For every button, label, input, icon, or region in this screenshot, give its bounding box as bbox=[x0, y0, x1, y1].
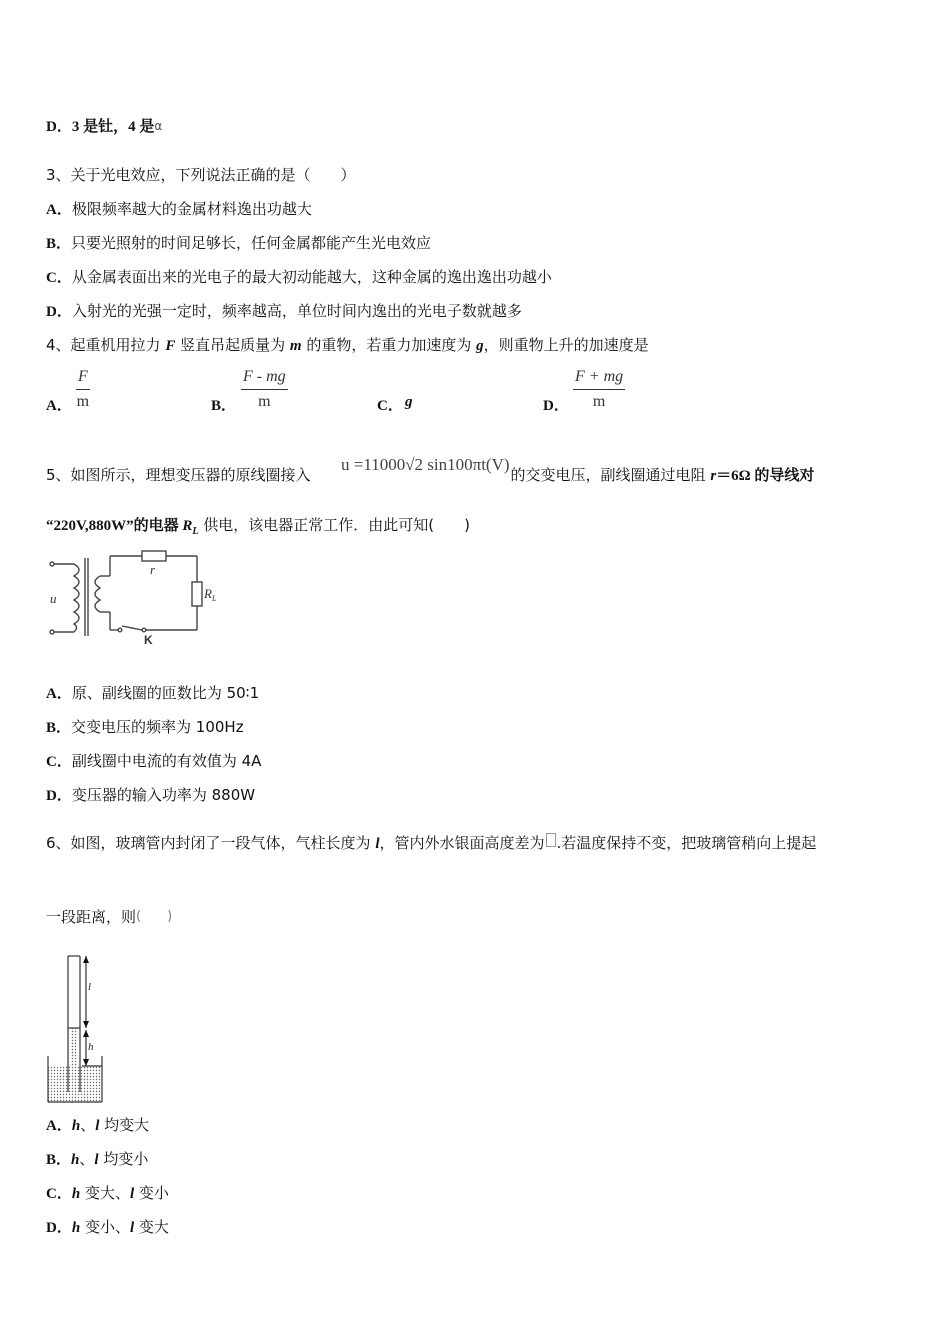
q4-option-b-fraction bbox=[241, 368, 288, 411]
var-h: h bbox=[71, 1152, 80, 1168]
option-label: C． bbox=[46, 270, 72, 286]
missing-glyph-box bbox=[546, 833, 556, 847]
denominator: m bbox=[592, 393, 606, 410]
option-text: 交变电压的频率为 100Hz bbox=[71, 718, 244, 736]
stem-text: ＝6Ω 的导线对 bbox=[716, 468, 815, 484]
var-h: h bbox=[71, 1186, 81, 1202]
q5-option-b bbox=[46, 717, 244, 738]
answer-paren: ( ) bbox=[136, 909, 173, 924]
denominator: m bbox=[76, 393, 90, 410]
fig-u-label: u bbox=[50, 591, 57, 606]
q6-option-b bbox=[46, 1149, 148, 1170]
var-g: g bbox=[476, 338, 484, 354]
option-text: 从金属表面出来的光电子的最大初动能越大，这种金属的逸出逸出功越小 bbox=[71, 268, 552, 286]
q6-stem-line2 bbox=[46, 907, 172, 927]
var-m: m bbox=[289, 338, 302, 354]
option-text: 变压器的输入功率为 880W bbox=[71, 786, 256, 804]
option-label: A． bbox=[46, 202, 72, 218]
option-label: B． bbox=[46, 720, 72, 736]
stem-text: “220V,880W”的电器 bbox=[46, 518, 183, 534]
q3-stem: 3、关于光电效应，下列说法正确的是（ ） bbox=[46, 166, 356, 184]
stem-text: 的交变电压，副线圈通过电阻 bbox=[510, 466, 711, 484]
option-text: 变大 bbox=[134, 1218, 169, 1236]
q5-option-d bbox=[46, 785, 255, 806]
option-label: D． bbox=[46, 1220, 72, 1236]
option-text: 变小 bbox=[134, 1184, 169, 1202]
stem-text: 竖直吊起质量为 bbox=[175, 336, 290, 354]
q4-option-d-fraction bbox=[573, 368, 625, 411]
var-l: l bbox=[129, 1220, 135, 1236]
var-f: F bbox=[165, 338, 176, 354]
q6-option-c bbox=[46, 1183, 169, 1204]
transformer-circuit-diagram bbox=[44, 548, 224, 648]
var-l: l bbox=[94, 1152, 99, 1168]
q3-option-b bbox=[46, 233, 431, 254]
option-text: 均变大 bbox=[99, 1116, 150, 1134]
q4-option-b-label: B． bbox=[211, 398, 237, 414]
q4-option-a-fraction bbox=[76, 368, 90, 411]
var-rl: R bbox=[182, 518, 193, 534]
var-h: h bbox=[71, 1220, 81, 1236]
fig-l-label: l bbox=[88, 981, 92, 993]
stem-text: 的重物，若重力加速度为 bbox=[301, 336, 477, 354]
q3-option-a bbox=[46, 199, 312, 220]
var-l: l bbox=[95, 1118, 100, 1134]
option-label: B． bbox=[46, 1152, 72, 1168]
option-text: 原、副线圈的匝数比为 50∶1 bbox=[71, 684, 260, 702]
fig-k-label: K bbox=[144, 633, 153, 647]
denominator: m bbox=[258, 393, 271, 410]
option-label: B． bbox=[46, 236, 72, 252]
q4-option-a-label: A． bbox=[46, 398, 72, 414]
fig-rl-label: R bbox=[204, 586, 212, 601]
numerator: F + mg bbox=[573, 368, 625, 390]
option-label: A． bbox=[46, 686, 72, 702]
stem-text: 5、如图所示，理想变压器的原线圈接入 bbox=[46, 466, 311, 484]
option-text: 极限频率越大的金属材料逸出功越大 bbox=[71, 200, 312, 218]
separator: 、 bbox=[80, 1116, 96, 1134]
stem-text: .若温度保持不变，把玻璃管稍向上提起 bbox=[556, 834, 817, 852]
numerator: F bbox=[76, 368, 90, 390]
alpha-symbol: α bbox=[154, 119, 163, 133]
q6-option-a bbox=[46, 1115, 149, 1136]
q3-option-c bbox=[46, 267, 552, 288]
option-text: 入射光的光强一定时，频率越高，单位时间内逸出的光电子数就越多 bbox=[71, 302, 522, 320]
q5-option-c bbox=[46, 751, 261, 772]
q4-option-c-value: g bbox=[405, 394, 413, 410]
numerator: F - mg bbox=[241, 368, 288, 390]
stem-text: ，则重物上升的加速度是 bbox=[483, 336, 649, 354]
q2-option-d bbox=[46, 116, 162, 137]
var-l: l bbox=[375, 836, 380, 852]
stem-text: 6、如图，玻璃管内封闭了一段气体，气柱长度为 bbox=[46, 834, 376, 852]
q5-stem-line2 bbox=[46, 515, 470, 542]
fig-h-label: h bbox=[88, 1041, 94, 1053]
var-r: r bbox=[710, 468, 717, 484]
option-label: C． bbox=[46, 754, 72, 770]
fig-r-label: r bbox=[150, 562, 156, 577]
q2-option-d-text: D．3 是钍，4 是 bbox=[46, 119, 155, 135]
stem-text: 4、起重机用拉力 bbox=[46, 336, 166, 354]
stem-text: 一段距离，则 bbox=[46, 908, 137, 926]
var-h: h bbox=[71, 1118, 81, 1134]
q5-option-a bbox=[46, 683, 259, 704]
option-label: D． bbox=[46, 304, 72, 320]
var-l: l bbox=[129, 1186, 135, 1202]
q4-stem bbox=[46, 335, 649, 356]
fig-rl-sub: L bbox=[212, 594, 217, 603]
option-text: 只要光照射的时间足够长，任何金属都能产生光电效应 bbox=[71, 234, 432, 252]
stem-text: 供电，该电器正常工作．由此可知( ) bbox=[198, 516, 471, 534]
option-label: C． bbox=[46, 1186, 72, 1202]
option-text: 变小、 bbox=[80, 1218, 130, 1236]
option-label: A． bbox=[46, 1118, 72, 1134]
stem-text: ，管内外水银面高度差为 bbox=[379, 834, 545, 852]
q4-option-c-label: C． bbox=[377, 398, 403, 414]
q3-option-d bbox=[46, 301, 522, 322]
option-text: 均变小 bbox=[98, 1150, 149, 1168]
option-text: 变大、 bbox=[80, 1184, 130, 1202]
q6-option-d bbox=[46, 1217, 169, 1238]
glass-tube-diagram bbox=[44, 952, 108, 1104]
option-text: 副线圈中电流的有效值为 4A bbox=[71, 752, 262, 770]
var-rl-sub: L bbox=[192, 526, 199, 537]
separator: 、 bbox=[79, 1150, 95, 1168]
q6-stem-line1 bbox=[46, 833, 816, 854]
option-label: D． bbox=[46, 788, 72, 804]
q4-option-d-label: D． bbox=[543, 398, 569, 414]
q5-voltage-formula: u =11000√2 sin100πt(V) bbox=[341, 455, 510, 474]
